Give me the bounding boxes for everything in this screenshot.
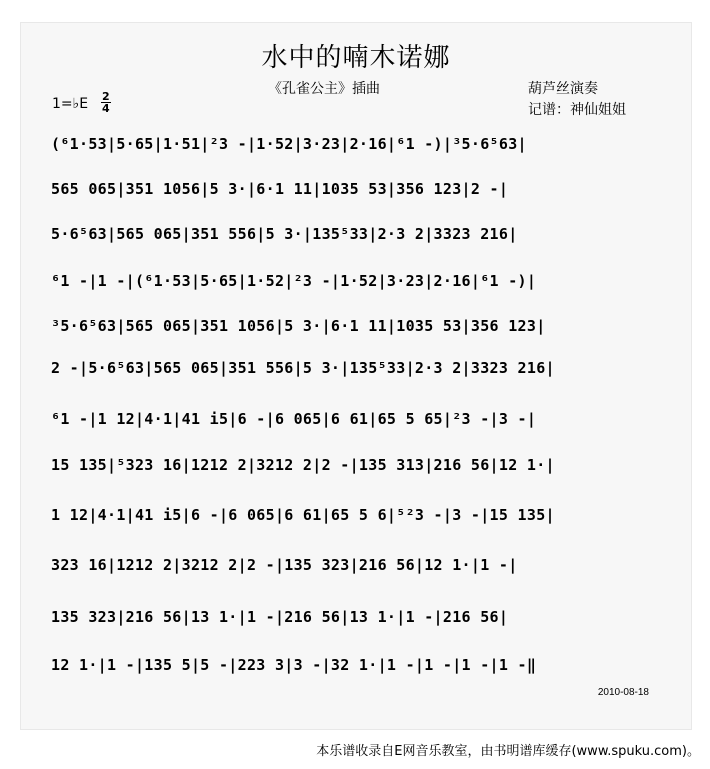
score-line-3: 5·6⁵63|565 065|351 556|5 3·|135⁵33|2·3 2|3323 216| (51, 225, 518, 243)
key-signature: 1=♭E (52, 96, 89, 112)
song-subtitle: 《孔雀公主》插曲 (268, 81, 380, 97)
footer-note: 本乐谱收录自E网音乐教室，由书明谱库缓存(www.spuku.com)。 (316, 744, 700, 759)
score-line-10: 323 16|1212 2|3212 2|2 -|135 323|216 56|12 1·|1 -| (51, 556, 518, 574)
score-line-7: ⁶1 -|1 12|4·1|41 i5|6 -|6 065|6 61|65 5 65|²3 -|3 -| (51, 410, 537, 428)
score-line-12: 12 1·|1 -|135 5|5 -|223 3|3 -|32 1·|1 -|1 -|1 -|1 -‖ (51, 656, 537, 674)
score-line-4: ⁶1 -|1 -|(⁶1·53|5·65|1·52|²3 -|1·52|3·23|2·16|⁶1 -)| (51, 272, 537, 290)
transcriber-label: 记谱：神仙姐姐 (528, 102, 626, 118)
score-line-5: ³5·6⁵63|565 065|351 1056|5 3·|6·1 11|1035 53|356 123| (51, 317, 546, 335)
score-line-2: 565 065|351 1056|5 3·|6·1 11|1035 53|356 123|2 -| (51, 180, 509, 198)
time-signature (101, 91, 111, 114)
score-line-1: (⁶1·53|5·65|1·51|²3 -|1·52|3·23|2·16|⁶1 -)|³5·6⁵63| (51, 135, 527, 153)
score-line-6: 2 -|5·6⁵63|565 065|351 556|5 3·|135⁵33|2·3 2|3323 216| (51, 359, 555, 377)
score-line-11: 135 323|216 56|13 1·|1 -|216 56|13 1·|1 -|216 56| (51, 608, 509, 626)
time-numerator: 2 (102, 90, 110, 103)
score-sheet (20, 22, 692, 730)
score-line-9: 1 12|4·1|41 i5|6 -|6 065|6 61|65 5 6|⁵²3 -|3 -|15 135| (51, 506, 555, 524)
date-stamp: 2010-08-18 (597, 687, 649, 698)
song-title: 水中的喃木诺娜 (261, 43, 451, 73)
score-line-8: 15 135|⁵323 16|1212 2|3212 2|2 -|135 313|216 56|12 1·| (51, 456, 555, 474)
time-denominator: 4 (102, 102, 110, 115)
performer-label: 葫芦丝演奏 (528, 81, 598, 97)
